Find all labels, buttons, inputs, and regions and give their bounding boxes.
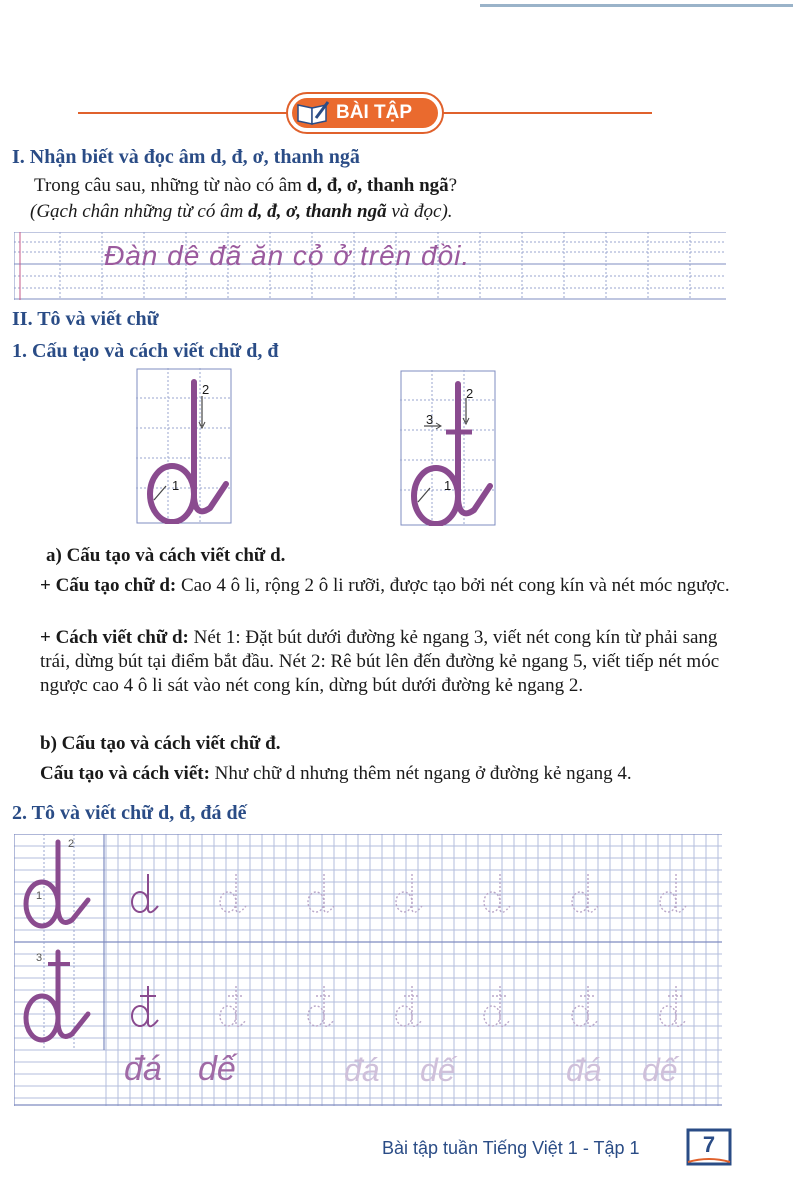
banner-title: BÀI TẬP	[336, 102, 412, 123]
top-rule	[480, 4, 793, 7]
page-number: 7	[702, 1132, 716, 1157]
exercise-banner	[286, 92, 444, 134]
banner-rule-left	[78, 112, 288, 114]
part-a-title: a) Cấu tạo và cách viết chữ d.	[46, 545, 286, 566]
diagram-dd-stroke-2: 2	[466, 386, 474, 401]
handwriting-sentence: Đàn dê đã ăn cỏ ở trên đồi.	[104, 240, 471, 271]
practice-word-2: dế	[198, 1050, 236, 1088]
section-1-heading: I. Nhận biết và đọc âm d, đ, ơ, thanh ngã	[12, 146, 360, 168]
letter-d-diagram	[136, 368, 232, 524]
practice-word-1-trace: đá	[344, 1052, 380, 1088]
section-1-instruction: Trong câu sau, những từ nào có âm d, đ, ơ, thanh ngã?	[34, 175, 458, 196]
letter-dd-diagram	[400, 370, 496, 526]
part-a-writing: + Cách viết chữ d: Nét 1: Đặt bút dưới đường kẻ ngang 3, viết nét cong kín từ phải sang trái, dừng bút tại điểm bắt đầu. Nét 2: Rê bút lên đến đường kẻ ngang 5, viết tiếp nét móc ngược cao 4 ô li sát vào nét cong kín, dừng bút dưới đường kẻ ngang 2.	[40, 627, 720, 696]
diagram-d-stroke-1: 1	[172, 478, 180, 493]
footer-book-title: Bài tập tuần Tiếng Việt 1 - Tập 1	[382, 1138, 640, 1158]
banner-rule-right	[442, 112, 652, 114]
section-2-heading: II. Tô và viết chữ	[12, 308, 159, 330]
practice-word-2-trace-2: dế	[642, 1052, 678, 1088]
diagram-d-stroke-2: 2	[202, 382, 210, 397]
diagram-dd-stroke-3: 3	[426, 412, 434, 427]
open-book-pencil-icon	[296, 100, 330, 126]
diagram-dd-stroke-1: 1	[444, 478, 452, 493]
practice-word-2-trace: dế	[420, 1052, 456, 1088]
part-b-text: Cấu tạo và cách viết: Như chữ d nhưng thêm nét ngang ở đường kẻ ngang 4.	[40, 763, 632, 784]
part-a-structure: + Cấu tạo chữ d: Cao 4 ô li, rộng 2 ô li rưỡi, được tạo bởi nét cong kín và nét móc ngược.	[40, 575, 730, 596]
part-b-title: b) Cấu tạo và cách viết chữ đ.	[40, 733, 281, 754]
subsection-1-heading: 1. Cấu tạo và cách viết chữ d, đ	[12, 340, 279, 362]
subsection-2-heading: 2. Tô và viết chữ d, đ, đá dế	[12, 802, 247, 824]
practice-stroke-1-label: 1	[36, 890, 43, 902]
practice-word-1: đá	[124, 1050, 162, 1088]
practice-stroke-2-label: 2	[68, 838, 75, 850]
practice-stroke-3-label: 3	[36, 952, 43, 964]
practice-word-1-trace-2: đá	[566, 1052, 602, 1088]
page-number-badge	[686, 1126, 732, 1168]
section-1-note: (Gạch chân những từ có âm d, đ, ơ, thanh ngã và đọc).	[30, 201, 453, 222]
